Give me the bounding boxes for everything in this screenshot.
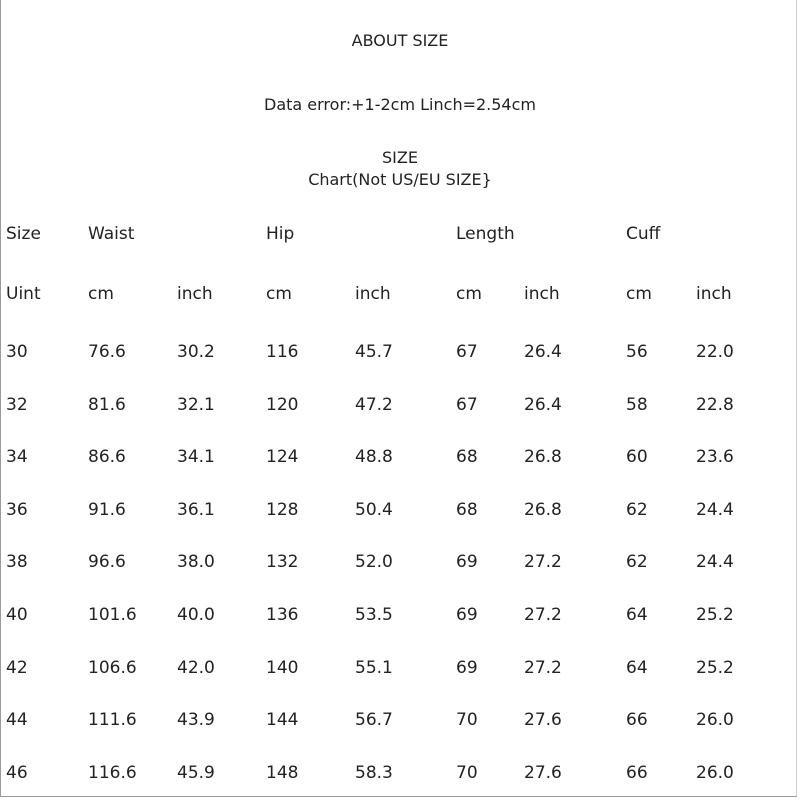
cell-cuff-cm: 66 <box>626 763 648 783</box>
cell-waist-cm: 106.6 <box>88 658 137 678</box>
cell-cuff-inch: 26.0 <box>696 763 734 783</box>
cell-hip-inch: 53.5 <box>355 605 393 625</box>
cell-size: 46 <box>6 763 28 783</box>
cell-length-cm: 69 <box>456 552 478 572</box>
cell-length-cm: 68 <box>456 500 478 520</box>
cell-length-inch: 27.2 <box>524 552 562 572</box>
cell-hip-inch: 50.4 <box>355 500 393 520</box>
cell-waist-inch: 40.0 <box>177 605 215 625</box>
cell-size: 36 <box>6 500 28 520</box>
cell-length-cm: 68 <box>456 447 478 467</box>
cell-length-cm: 69 <box>456 658 478 678</box>
cell-hip-cm: 124 <box>266 447 299 467</box>
cell-size: 40 <box>6 605 28 625</box>
cell-waist-cm: 96.6 <box>88 552 126 572</box>
cell-waist-inch: 38.0 <box>177 552 215 572</box>
cell-cuff-inch: 22.8 <box>696 395 734 415</box>
unit-cell-waist-cm: cm <box>88 284 114 304</box>
cell-waist-inch: 32.1 <box>177 395 215 415</box>
cell-cuff-inch: 25.2 <box>696 658 734 678</box>
unit-cell-length-cm: cm <box>456 284 482 304</box>
header-length: Length <box>456 224 515 244</box>
header-hip: Hip <box>266 224 295 244</box>
cell-waist-inch: 34.1 <box>177 447 215 467</box>
cell-hip-inch: 45.7 <box>355 342 393 362</box>
unit-cell-cuff-inch: inch <box>696 284 732 304</box>
cell-cuff-cm: 62 <box>626 500 648 520</box>
cell-length-cm: 69 <box>456 605 478 625</box>
header-size: Size <box>6 224 41 244</box>
cell-hip-inch: 47.2 <box>355 395 393 415</box>
cell-waist-inch: 45.9 <box>177 763 215 783</box>
cell-length-inch: 27.6 <box>524 763 562 783</box>
cell-cuff-cm: 56 <box>626 342 648 362</box>
cell-length-inch: 26.8 <box>524 447 562 467</box>
cell-length-cm: 70 <box>456 710 478 730</box>
cell-hip-inch: 55.1 <box>355 658 393 678</box>
cell-hip-cm: 140 <box>266 658 299 678</box>
page-title: ABOUT SIZE <box>351 31 449 50</box>
cell-hip-cm: 116 <box>266 342 299 362</box>
cell-waist-cm: 86.6 <box>88 447 126 467</box>
cell-size: 38 <box>6 552 28 572</box>
cell-length-cm: 67 <box>456 342 478 362</box>
measurement-note: Data error:+1-2cm Linch=2.54cm <box>264 95 536 114</box>
cell-hip-cm: 128 <box>266 500 299 520</box>
cell-hip-cm: 132 <box>266 552 299 572</box>
cell-hip-inch: 58.3 <box>355 763 393 783</box>
cell-cuff-cm: 66 <box>626 710 648 730</box>
cell-hip-inch: 48.8 <box>355 447 393 467</box>
cell-length-inch: 27.2 <box>524 605 562 625</box>
cell-waist-inch: 30.2 <box>177 342 215 362</box>
cell-hip-cm: 148 <box>266 763 299 783</box>
cell-hip-inch: 52.0 <box>355 552 393 572</box>
cell-size: 32 <box>6 395 28 415</box>
cell-waist-inch: 36.1 <box>177 500 215 520</box>
cell-waist-cm: 111.6 <box>88 710 137 730</box>
cell-length-inch: 27.2 <box>524 658 562 678</box>
cell-waist-cm: 81.6 <box>88 395 126 415</box>
cell-waist-inch: 43.9 <box>177 710 215 730</box>
cell-length-inch: 27.6 <box>524 710 562 730</box>
cell-size: 34 <box>6 447 28 467</box>
unit-cell-hip-inch: inch <box>355 284 391 304</box>
unit-cell-length-inch: inch <box>524 284 560 304</box>
cell-length-inch: 26.4 <box>524 395 562 415</box>
cell-length-cm: 67 <box>456 395 478 415</box>
cell-cuff-cm: 60 <box>626 447 648 467</box>
cell-size: 30 <box>6 342 28 362</box>
cell-waist-cm: 91.6 <box>88 500 126 520</box>
unit-cell-waist-inch: inch <box>177 284 213 304</box>
cell-size: 42 <box>6 658 28 678</box>
cell-length-cm: 70 <box>456 763 478 783</box>
cell-cuff-inch: 24.4 <box>696 500 734 520</box>
cell-waist-cm: 116.6 <box>88 763 137 783</box>
cell-cuff-inch: 22.0 <box>696 342 734 362</box>
cell-length-inch: 26.4 <box>524 342 562 362</box>
chart-label: Chart(Not US/EU SIZE} <box>308 170 492 189</box>
cell-size: 44 <box>6 710 28 730</box>
cell-cuff-cm: 58 <box>626 395 648 415</box>
cell-waist-inch: 42.0 <box>177 658 215 678</box>
size-label: SIZE <box>382 148 418 167</box>
header-waist: Waist <box>88 224 135 244</box>
unit-cell-cuff-cm: cm <box>626 284 652 304</box>
cell-cuff-inch: 25.2 <box>696 605 734 625</box>
cell-hip-inch: 56.7 <box>355 710 393 730</box>
cell-hip-cm: 136 <box>266 605 299 625</box>
cell-cuff-cm: 62 <box>626 552 648 572</box>
cell-waist-cm: 101.6 <box>88 605 137 625</box>
cell-cuff-cm: 64 <box>626 658 648 678</box>
unit-cell-size: Uint <box>6 284 41 304</box>
cell-length-inch: 26.8 <box>524 500 562 520</box>
cell-waist-cm: 76.6 <box>88 342 126 362</box>
cell-cuff-cm: 64 <box>626 605 648 625</box>
cell-hip-cm: 144 <box>266 710 299 730</box>
unit-cell-hip-cm: cm <box>266 284 292 304</box>
cell-hip-cm: 120 <box>266 395 299 415</box>
header-cuff: Cuff <box>626 224 661 244</box>
cell-cuff-inch: 26.0 <box>696 710 734 730</box>
cell-cuff-inch: 24.4 <box>696 552 734 572</box>
cell-cuff-inch: 23.6 <box>696 447 734 467</box>
